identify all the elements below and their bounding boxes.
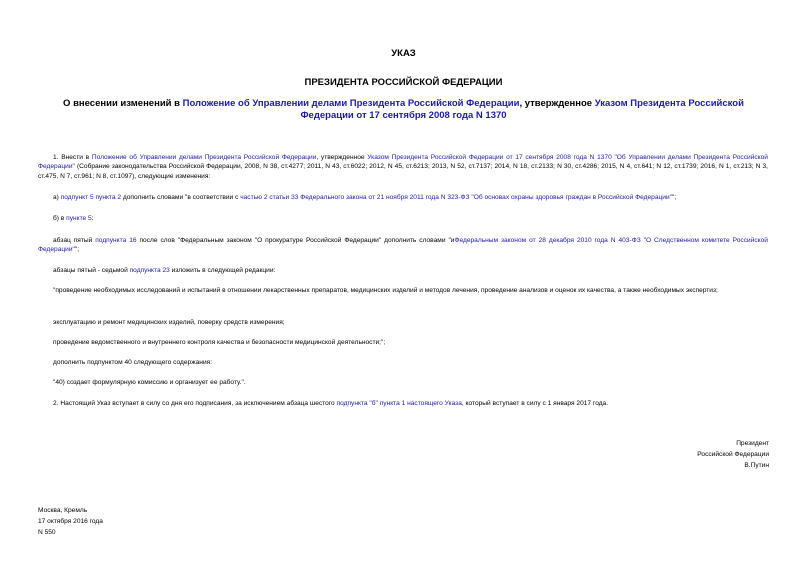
paragraph-text: 1. Внести в — [53, 154, 92, 161]
federal-law-323-link[interactable]: частью 2 статьи 33 Федерального закона от 21 ноября 2011 года N 323-ФЗ "Об основах охраны здоровья граждан в Российской Федерации" — [240, 194, 672, 201]
paragraph-text: "; — [671, 194, 677, 201]
paragraph-text: , который вступает в силу с 1 января 2017 года. — [461, 400, 609, 407]
paragraph-text: 2. Настоящий Указ вступает в силу со дня его подписания, за исключением абзаца шестого — [53, 400, 337, 407]
subparagraph-16-link[interactable]: подпункта 16 — [95, 237, 137, 244]
decree-issuer: ПРЕЗИДЕНТА РОССИЙСКОЙ ФЕДЕРАЦИИ — [304, 77, 503, 88]
paragraph-text: (Собрание законодательства Российской Федерации, 2008, N 38, ст.4277; 2011, N 43, ст.6022; 2012, N 45, ст.6213; 2013, N 52, ст.7137; 2014, N 18, ст.2133; N 30, ст.4286; 2015, N 4, ст.641; N 12, ст.1739; 2016, N 1, ст.213; N 3, ст.475, N 7, ст.961; N 8, ст.1097), следующие изменения: — [38, 163, 768, 180]
signature-country: Российской Федерации — [697, 450, 769, 458]
subtitle-text: , утвержденное — [519, 98, 595, 109]
subparagraph-23-link[interactable]: подпункта 23 — [129, 267, 170, 274]
paragraph-5 — [38, 266, 768, 275]
paragraph-text: дополнить словами "в соответствии с — [121, 194, 241, 201]
paragraph-11 — [38, 399, 768, 408]
point-5-link[interactable]: пункте 5 — [66, 215, 92, 222]
date: 17 октября 2016 года — [38, 517, 103, 525]
paragraph-3 — [38, 214, 768, 223]
decree-1370-link[interactable]: Указом Президента Российской Федерации от 17 сентября 2008 года N 1370 "Об Управлении делами Президента Российской Федерации" — [38, 154, 768, 171]
subtitle-text: О внесении изменений в — [63, 98, 183, 109]
paragraph-8: проведение ведомственного и внутреннего контроля качества и безопасности медицинской деятельности;"; — [53, 339, 386, 346]
paragraph-4 — [38, 236, 768, 255]
paragraph-text: : — [91, 215, 94, 222]
regulation-link[interactable]: Положение об Управлении делами Президента Российской Федерации — [182, 98, 520, 109]
paragraph-text: б) в — [53, 215, 67, 222]
paragraph-text: абзац пятый — [53, 237, 96, 244]
paragraph-7: эксплуатацию и ремонт медицинских изделий, поверку средств измерения; — [53, 319, 285, 326]
paragraph-1 — [38, 153, 768, 181]
paragraph-6: "проведение необходимых исследований и испытаний в отношении лекарственных препаратов, медицинских изделий и методов лечения, проведение анализов и оценок их качества, а также необходимых экспертиз; — [53, 287, 718, 294]
signature-block — [697, 439, 769, 471]
signature-name: В.Путин — [744, 461, 769, 469]
paragraph-9: дополнить подпунктом 40 следующего содержания: — [53, 359, 213, 366]
regulation-link[interactable]: Положение об Управлении делами Президента Российской Федерации — [91, 154, 317, 161]
subparagraph-5-link[interactable]: подпункт 5 пункта 2 — [60, 194, 122, 201]
paragraph-10: "40) создает формулярную комиссию и организует ее работу.". — [53, 379, 246, 386]
paragraph-text: абзацы пятый - седьмой — [53, 267, 130, 274]
paragraph-2 — [38, 193, 768, 202]
paragraph-text: изложить в следующей редакции: — [169, 267, 276, 274]
paragraph-text: , утвержденное — [316, 154, 368, 161]
place-date-block — [38, 506, 103, 538]
signature-position: Президент — [736, 440, 769, 447]
decree-number: N 550 — [38, 528, 56, 536]
decree-subtitle — [40, 98, 767, 122]
subparagraph-b-link[interactable]: подпункта "б" пункта 1 настоящего Указа — [336, 400, 462, 407]
paragraph-text: после слов "Федеральным законом "О прокуратуре Российской Федерации" дополнить словами "и — [136, 237, 455, 244]
place: Москва, Кремль — [38, 507, 88, 514]
decree-1370-link[interactable]: Указом Президента Российской Федерации от 17 сентября 2008 года N 1370 — [300, 98, 744, 121]
paragraph-text: "; — [74, 246, 80, 254]
federal-law-403-link[interactable]: Федеральным законом от 28 декабря 2010 года N 403-ФЗ "О Следственном комитете Российской Федерации" — [38, 237, 768, 254]
decree-title: УКАЗ — [391, 48, 416, 59]
paragraph-text: а) — [53, 194, 61, 201]
